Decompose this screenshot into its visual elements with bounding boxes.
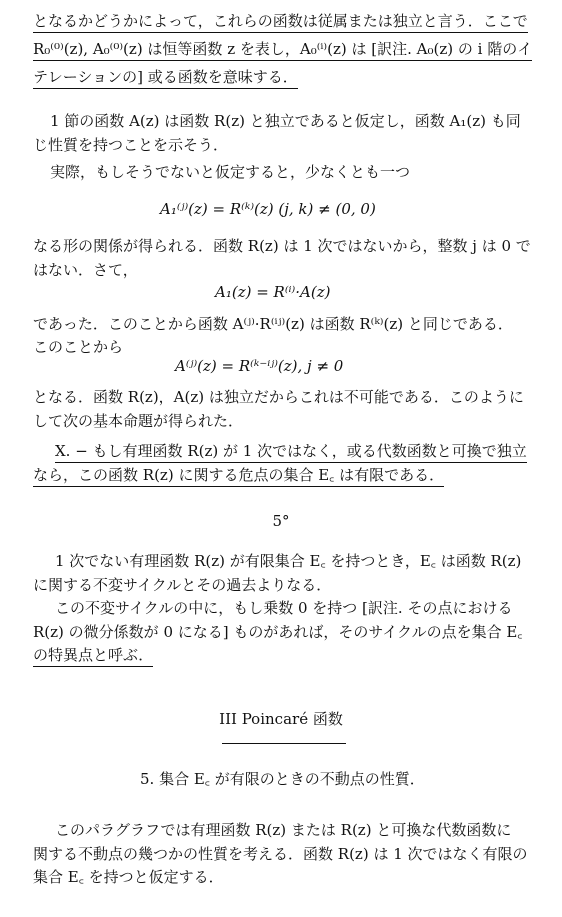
subsection-title: 5. 集合 E꜀ が有限のときの不動点の性質． <box>140 770 425 788</box>
text-line: となるかどうかによって，これらの函数は従属または独立と言う．ここで <box>33 12 528 33</box>
text-line: であった．このことから函数 A⁽ʲ⁾·R⁽ⁱʲ⁾(z) は函数 R⁽ᵏ⁾(z) と同じである． <box>33 315 513 333</box>
text-line: このパラグラフでは有理函数 R(z) または R(z) と可換な代数函数に <box>55 821 512 839</box>
text-line: テレーションの] 或る函数を意味する． <box>33 68 298 89</box>
text-line: R(z) の微分係数が 0 になる] ものがあれば，そのサイクルの点を集合 E꜀ <box>33 623 523 641</box>
text-line: じ性質を持つことを示そう． <box>33 136 229 154</box>
proposition-line: X. − もし有理函数 R(z) が 1 次ではなく，或る代数函数と可換で独立 <box>55 442 527 463</box>
text-line: はない．さて， <box>33 261 138 279</box>
text-line: 1 節の函数 A(z) は函数 R(z) と独立であると仮定し，函数 A₁(z) も同 <box>50 112 521 130</box>
text-line: この不変サイクルの中に，もし乗数 0 を持つ [訳注. その点における <box>55 599 513 617</box>
text-line: なる形の関係が得られる．函数 R(z) は 1 次ではないから，整数 j は 0 で <box>33 237 531 255</box>
equation: A₁(z) = R⁽ⁱ⁾·A(z) <box>215 283 331 301</box>
text-line: 関する不動点の幾つかの性質を考える．函数 R(z) は 1 次ではなく有限の <box>33 845 528 863</box>
text-line: 1 次でない有理函数 R(z) が有限集合 E꜀ を持つとき，E꜀ は函数 R(z) <box>55 552 522 570</box>
text-line: となる．函数 R(z)，A(z) は独立だからこれは不可能である．このように <box>33 388 524 406</box>
equation: A₁⁽ʲ⁾(z) = R⁽ᵏ⁾(z) (j, k) ≠ (0, 0) <box>160 200 376 218</box>
divider <box>222 743 346 744</box>
equation: A⁽ʲ⁾(z) = R⁽ᵏ⁻ⁱʲ⁾(z), j ≠ 0 <box>175 357 344 375</box>
text-line: 実際，もしそうでないと仮定すると，少なくとも一つ <box>50 163 411 181</box>
text-line: このことから <box>33 338 124 356</box>
text-line: 集合 E꜀ を持つと仮定する． <box>33 868 224 886</box>
proposition-line: なら，この函数 R(z) に関する危点の集合 E꜀ は有限である． <box>33 466 444 487</box>
text-line: に関する不変サイクルとその過去よりなる． <box>33 576 332 594</box>
text-line: の特異点と呼ぶ． <box>33 646 153 667</box>
text-line: R₀⁽⁰⁾(z), A₀⁽⁰⁾(z) は恒等函数 z を表し，A₀⁽ⁱ⁾(z) は [訳注. A₀(z) の i 階のイ <box>33 40 532 61</box>
text-line: して次の基本命題が得られた． <box>33 412 244 430</box>
section-number: 5° <box>272 512 290 530</box>
chapter-title: III Poincaré 函数 <box>219 710 343 728</box>
